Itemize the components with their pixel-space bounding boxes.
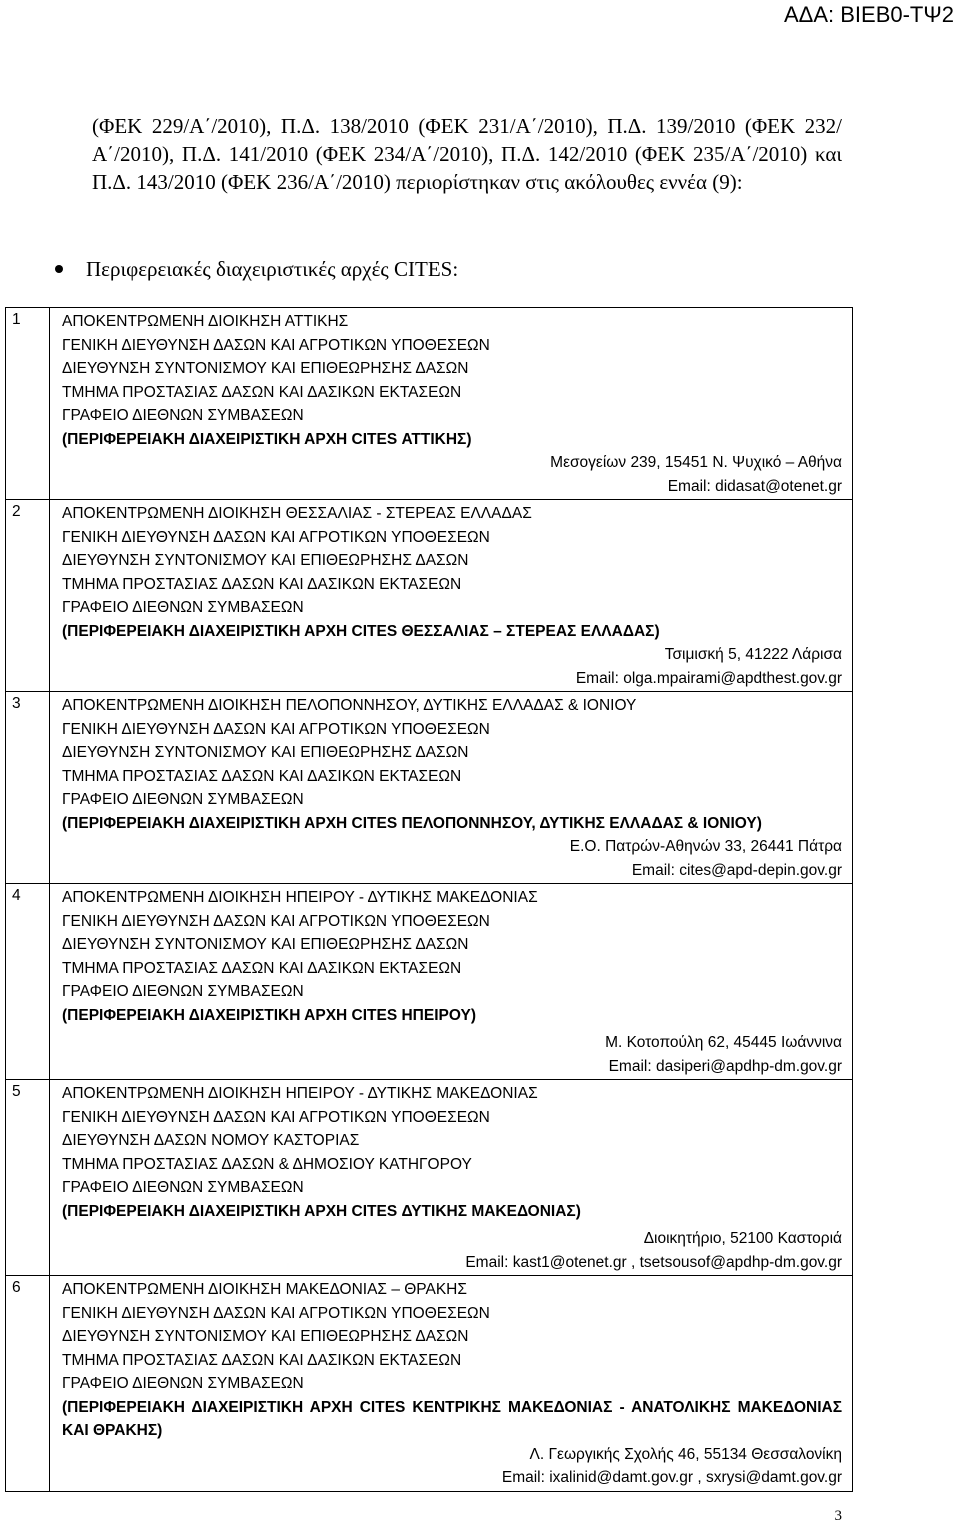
detail-line: ΔΙΕΥΘΥΝΣΗ ΣΥΝΤΟΝΙΣΜΟΥ ΚΑΙ ΕΠΙΘΕΩΡΗΣΗΣ ΔΑΣΩΝ xyxy=(62,360,469,377)
cites-authorities-table xyxy=(5,307,853,1492)
bullet-text: Περιφερειακές διαχειριστικές αρχές CITES: xyxy=(86,257,459,281)
detail-line: ΤΜΗΜΑ ΠΡΟΣΤΑΣΙΑΣ ΔΑΣΩΝ ΚΑΙ ΔΑΣΙΚΩΝ ΕΚΤΑΣΕΩΝ xyxy=(62,575,462,593)
detail-line: ΑΠΟΚΕΝΤΡΩΜΕΝΗ ΔΙΟΙΚΗΣΗ ΗΠΕΙΡΟΥ - ΔΥΤΙΚΗΣ ΜΑΚΕΔΟΝΙΑΣ xyxy=(62,889,538,906)
detail-line: ΑΠΟΚΕΝΤΡΩΜΕΝΗ ΔΙΟΙΚΗΣΗ ΑΤΤΙΚΗΣ xyxy=(62,313,349,330)
detail-line: ΔΙΕΥΘΥΝΣΗ ΣΥΝΤΟΝΙΣΜΟΥ ΚΑΙ ΕΠΙΘΕΩΡΗΣΗΣ ΔΑΣΩΝ xyxy=(62,552,469,569)
authority-details xyxy=(50,1276,853,1492)
authority-details xyxy=(50,500,853,692)
detail-line: ΓΡΑΦΕΙΟ ΔΙΕΘΝΩΝ ΣΥΜΒΑΣΕΩΝ xyxy=(62,1375,304,1392)
authority-details xyxy=(50,1080,853,1276)
detail-line: ΑΠΟΚΕΝΤΡΩΜΕΝΗ ΔΙΟΙΚΗΣΗ ΘΕΣΣΑΛΙΑΣ - ΣΤΕΡΕΑΣ ΕΛΛΑΔΑΣ xyxy=(62,505,532,522)
email: Email: ixalinid@damt.gov.gr , sxrysi@damt.gov.gr xyxy=(501,1469,842,1486)
page-number: 3 xyxy=(834,1508,842,1524)
row-number: 4 xyxy=(6,884,50,1080)
address: Ε.Ο. Πατρών-Αθηνών 33, 26441 Πάτρα xyxy=(569,838,842,855)
detail-line: ΑΠΟΚΕΝΤΡΩΜΕΝΗ ΔΙΟΙΚΗΣΗ ΠΕΛΟΠΟΝΝΗΣΟΥ, ΔΥΤΙΚΗΣ ΕΛΛΑΔΑΣ & ΙΟΝΙΟΥ xyxy=(62,697,637,714)
detail-line: ΤΜΗΜΑ ΠΡΟΣΤΑΣΙΑΣ ΔΑΣΩΝ ΚΑΙ ΔΑΣΙΚΩΝ ΕΚΤΑΣΕΩΝ xyxy=(62,767,462,785)
authority-name: (ΠΕΡΙΦΕΡΕΙΑΚΗ ΔΙΑΧΕΙΡΙΣΤΙΚΗ ΑΡΧΗ CITES ΑΤΤΙΚΗΣ) xyxy=(62,430,472,448)
detail-line: ΓΡΑΦΕΙΟ ΔΙΕΘΝΩΝ ΣΥΜΒΑΣΕΩΝ xyxy=(62,1179,304,1196)
detail-line: ΔΙΕΥΘΥΝΣΗ ΔΑΣΩΝ ΝΟΜΟΥ ΚΑΣΤΟΡΙΑΣ xyxy=(62,1132,360,1149)
email: Email: dasiperi@apdhp-dm.gov.gr xyxy=(608,1057,842,1075)
table-row xyxy=(6,1080,853,1276)
detail-line: ΓΕΝΙΚΗ ΔΙΕΥΘΥΝΣΗ ΔΑΣΩΝ ΚΑΙ ΑΓΡΟΤΙΚΩΝ ΥΠΟΘΕΣΕΩΝ xyxy=(62,1304,490,1322)
address: Μεσογείων 239, 15451 Ν. Ψυχικό – Αθήνα xyxy=(550,454,842,471)
authority-details xyxy=(50,308,853,500)
detail-line: ΓΕΝΙΚΗ ΔΙΕΥΘΥΝΣΗ ΔΑΣΩΝ ΚΑΙ ΑΓΡΟΤΙΚΩΝ ΥΠΟΘΕΣΕΩΝ xyxy=(62,1108,490,1126)
table-row xyxy=(6,308,853,500)
detail-line: ΤΜΗΜΑ ΠΡΟΣΤΑΣΙΑΣ ΔΑΣΩΝ ΚΑΙ ΔΑΣΙΚΩΝ ΕΚΤΑΣΕΩΝ xyxy=(62,1351,462,1369)
email: Email: cites@apd-depin.gov.gr xyxy=(631,861,842,879)
table-row xyxy=(6,884,853,1080)
row-number: 5 xyxy=(6,1080,50,1276)
detail-line: ΓΕΝΙΚΗ ΔΙΕΥΘΥΝΣΗ ΔΑΣΩΝ ΚΑΙ ΑΓΡΟΤΙΚΩΝ ΥΠΟΘΕΣΕΩΝ xyxy=(62,528,490,546)
detail-line: ΔΙΕΥΘΥΝΣΗ ΣΥΝΤΟΝΙΣΜΟΥ ΚΑΙ ΕΠΙΘΕΩΡΗΣΗΣ ΔΑΣΩΝ xyxy=(62,1328,469,1345)
address: Διοικητήριο, 52100 Καστοριά xyxy=(643,1230,842,1247)
detail-line: ΓΕΝΙΚΗ ΔΙΕΥΘΥΝΣΗ ΔΑΣΩΝ ΚΑΙ ΑΓΡΟΤΙΚΩΝ ΥΠΟΘΕΣΕΩΝ xyxy=(62,336,490,354)
detail-line: ΓΡΑΦΕΙΟ ΔΙΕΘΝΩΝ ΣΥΜΒΑΣΕΩΝ xyxy=(62,407,304,424)
authority-name: (ΠΕΡΙΦΕΡΕΙΑΚΗ ΔΙΑΧΕΙΡΙΣΤΙΚΗ ΑΡΧΗ CITES ΗΠΕΙΡΟΥ) xyxy=(62,1006,476,1024)
row-number: 3 xyxy=(6,692,50,884)
table-row xyxy=(6,500,853,692)
detail-line: ΑΠΟΚΕΝΤΡΩΜΕΝΗ ΔΙΟΙΚΗΣΗ ΜΑΚΕΔΟΝΙΑΣ – ΘΡΑΚΗΣ xyxy=(62,1281,467,1298)
address: Μ. Κοτοπούλη 62, 45445 Ιωάννινα xyxy=(605,1034,842,1051)
detail-line: ΤΜΗΜΑ ΠΡΟΣΤΑΣΙΑΣ ΔΑΣΩΝ ΚΑΙ ΔΑΣΙΚΩΝ ΕΚΤΑΣΕΩΝ xyxy=(62,959,462,977)
email: Email: kast1@otenet.gr , tsetsousof@apdhp-dm.gov.gr xyxy=(465,1253,842,1271)
intro-paragraph: (ΦΕΚ 229/Α΄/2010), Π.Δ. 138/2010 (ΦΕΚ 231/Α΄/2010), Π.Δ. 139/2010 (ΦΕΚ 232/Α΄/2010), Π.Δ. 141/2010 (ΦΕΚ 234/Α΄/2010), Π.Δ. 142/2010 (ΦΕΚ 235/Α΄/2010) και Π.Δ. 143/2010 (ΦΕΚ 236/Α΄/2010) περιορίστηκαν στις ακόλουθες εννέα (9): xyxy=(92,114,842,194)
authority-name: (ΠΕΡΙΦΕΡΕΙΑΚΗ ΔΙΑΧΕΙΡΙΣΤΙΚΗ ΑΡΧΗ CITES ΚΕΝΤΡΙΚΗΣ ΜΑΚΕΔΟΝΙΑΣ - ΑΝΑΤΟΛΙΚΗΣ ΜΑΚΕΔΟΝΙΑΣ ΚΑΙ ΘΡΑΚΗΣ) xyxy=(62,1398,842,1439)
detail-line: ΤΜΗΜΑ ΠΡΟΣΤΑΣΙΑΣ ΔΑΣΩΝ & ΔΗΜΟΣΙΟΥ ΚΑΤΗΓΟΡΟΥ xyxy=(62,1155,472,1173)
detail-line: ΓΡΑΦΕΙΟ ΔΙΕΘΝΩΝ ΣΥΜΒΑΣΕΩΝ xyxy=(62,983,304,1000)
detail-line: ΓΕΝΙΚΗ ΔΙΕΥΘΥΝΣΗ ΔΑΣΩΝ ΚΑΙ ΑΓΡΟΤΙΚΩΝ ΥΠΟΘΕΣΕΩΝ xyxy=(62,720,490,738)
row-number: 6 xyxy=(6,1276,50,1492)
row-number: 2 xyxy=(6,500,50,692)
ada-code: ΑΔΑ: ΒΙΕΒ0-ΤΨ2 xyxy=(783,2,954,27)
table-row xyxy=(6,1276,853,1492)
address: Τσιμισκή 5, 41222 Λάρισα xyxy=(664,646,842,663)
detail-line: ΤΜΗΜΑ ΠΡΟΣΤΑΣΙΑΣ ΔΑΣΩΝ ΚΑΙ ΔΑΣΙΚΩΝ ΕΚΤΑΣΕΩΝ xyxy=(62,383,462,401)
detail-line: ΔΙΕΥΘΥΝΣΗ ΣΥΝΤΟΝΙΣΜΟΥ ΚΑΙ ΕΠΙΘΕΩΡΗΣΗΣ ΔΑΣΩΝ xyxy=(62,744,469,761)
detail-line: ΓΡΑΦΕΙΟ ΔΙΕΘΝΩΝ ΣΥΜΒΑΣΕΩΝ xyxy=(62,599,304,616)
row-number: 1 xyxy=(6,308,50,500)
email: Email: olga.mpairami@apdthest.gov.gr xyxy=(575,669,842,687)
table-row xyxy=(6,692,853,884)
detail-line: ΑΠΟΚΕΝΤΡΩΜΕΝΗ ΔΙΟΙΚΗΣΗ ΗΠΕΙΡΟΥ - ΔΥΤΙΚΗΣ ΜΑΚΕΔΟΝΙΑΣ xyxy=(62,1085,538,1102)
authority-name: (ΠΕΡΙΦΕΡΕΙΑΚΗ ΔΙΑΧΕΙΡΙΣΤΙΚΗ ΑΡΧΗ CITES ΠΕΛΟΠΟΝΝΗΣΟΥ, ΔΥΤΙΚΗΣ ΕΛΛΑΔΑΣ & ΙΟΝΙΟΥ) xyxy=(62,814,762,832)
authority-details xyxy=(50,884,853,1080)
detail-line: ΓΕΝΙΚΗ ΔΙΕΥΘΥΝΣΗ ΔΑΣΩΝ ΚΑΙ ΑΓΡΟΤΙΚΩΝ ΥΠΟΘΕΣΕΩΝ xyxy=(62,912,490,930)
authority-details xyxy=(50,692,853,884)
detail-line: ΔΙΕΥΘΥΝΣΗ ΣΥΝΤΟΝΙΣΜΟΥ ΚΑΙ ΕΠΙΘΕΩΡΗΣΗΣ ΔΑΣΩΝ xyxy=(62,936,469,953)
address: Λ. Γεωργικής Σχολής 46, 55134 Θεσσαλονίκη xyxy=(529,1445,842,1463)
detail-line: ΓΡΑΦΕΙΟ ΔΙΕΘΝΩΝ ΣΥΜΒΑΣΕΩΝ xyxy=(62,791,304,808)
email: Email: didasat@otenet.gr xyxy=(667,477,842,495)
bullet-dot-icon xyxy=(55,265,63,273)
authority-name: (ΠΕΡΙΦΕΡΕΙΑΚΗ ΔΙΑΧΕΙΡΙΣΤΙΚΗ ΑΡΧΗ CITES ΔΥΤΙΚΗΣ ΜΑΚΕΔΟΝΙΑΣ) xyxy=(62,1202,581,1220)
authority-name: (ΠΕΡΙΦΕΡΕΙΑΚΗ ΔΙΑΧΕΙΡΙΣΤΙΚΗ ΑΡΧΗ CITES ΘΕΣΣΑΛΙΑΣ – ΣΤΕΡΕΑΣ ΕΛΛΑΔΑΣ) xyxy=(62,622,660,640)
bullet-item xyxy=(55,255,458,283)
